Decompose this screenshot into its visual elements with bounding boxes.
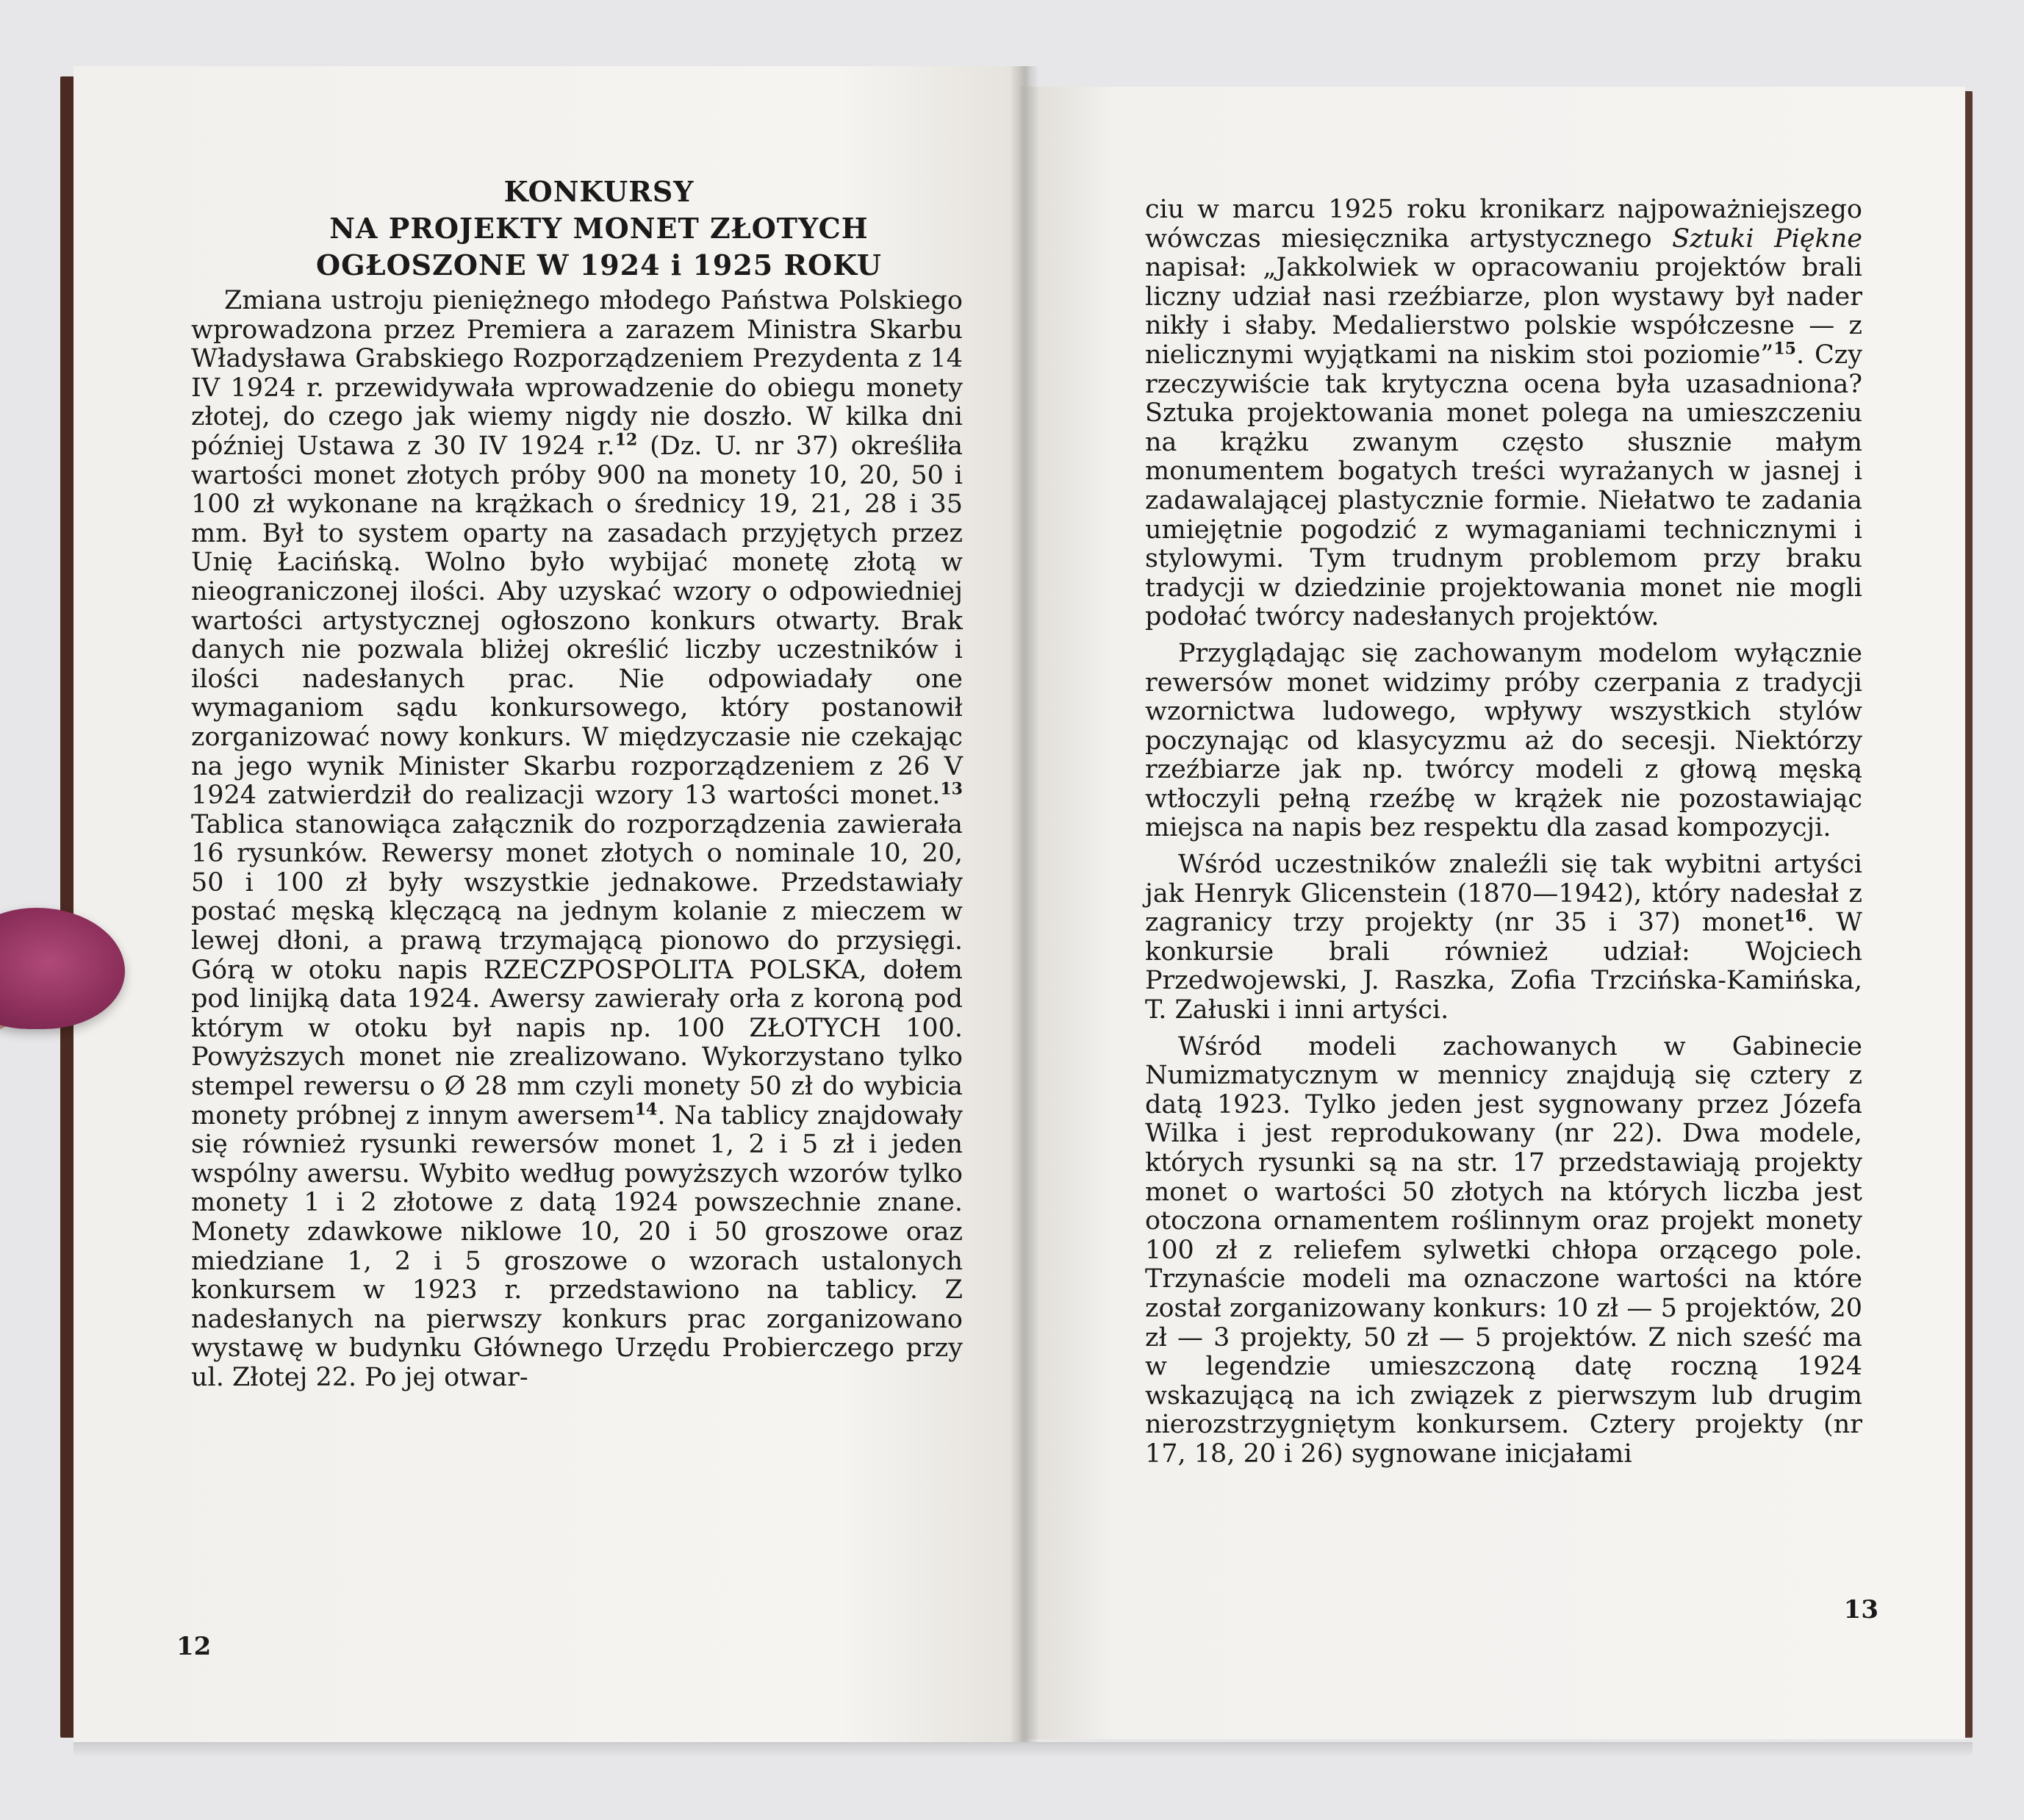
right-p3-part-a: Wśród uczestników znaleźli się tak wybitni artyści jak Henryk Glicenstein (1870—1942), który nadesłał z zagranicy trzy projekty (nr 35 i 37) monet	[1145, 850, 1862, 938]
right-p1-part-c: . Czy rzeczywiście tak krytyczna ocena była uzasadniona? Sztuka projektowania monet polega na umieszczeniu na krążku zwanym często słusznie małym monumentem bogatych treści wyrażanych w jasnej i zadawalającej plastycznie formie. Niełatwo te zadania umiejętnie pogodzić z wymaganiami technicznymi i stylowymi. Tym trudnym problemom przy braku tradycji w dziedzinie projektowania monet nie mogli podołać twórcy nadesłanych projektów.	[1145, 340, 1862, 632]
book-gutter	[1010, 66, 1039, 1742]
left-p1-part-b: (Dz. U. nr 37) określiła wartości monet złotych próby 900 na monety 10, 20, 50 i 100 zł wykonane na krążkach o średnicy 19, 21, 28 i 35 mm. Był to system oparty na zasadach przyjętych przez Unię Łacińską. Wolno było wybijać monetę złotą w nieograniczonej ilości. Aby uzyskać wzory o odpowiedniej wartości artystycznej ogłoszono konkurs otwarty. Brak danych nie pozwala bliżej określić liczby uczestników i ilości nadesłanych prac. Nie odpowiadały one wymaganiom sądu konkursowego, który postanowił zorganizować nowy konkurs. W międzyczasie nie czekając na jego wynik Minister Skarbu rozporządzeniem z 26 V 1924 zatwierdził do realizacji wzory 13 wartości monet.	[191, 431, 963, 811]
page-number-right: 13	[1843, 1595, 1878, 1624]
magazine-title: Sztuki Piękne	[1672, 223, 1862, 254]
right-p1-part-b: napisał: „Jakkolwiek w opracowaniu projektów brali liczny udział nasi rzeźbiarze, plon wystawy był nader nikły i słaby. Medalierstwo polskie współczesne — z nielicznymi wyjątkami na niskim stoi poziomie”	[1145, 253, 1862, 370]
chapter-title	[191, 176, 963, 281]
left-p1-part-d: . Na tablicy znajdowały się również rysunki rewersów monet 1, 2 i 5 zł i jeden wspólny awersu. Wybito według powyższych wzorów tylko monety 1 i 2 złotowe z datą 1924 powszechnie znane. Monety zdawkowe niklowe 10, 20 i 50 groszowe oraz miedziane 1, 2 i 5 groszowe o wzorach ustalonych konkursem w 1923 r. przedstawiono na tablicy. Z nadesłanych na pierwszy konkurs prac zorganizowano wystawę w budynku Głównego Urzędu Probierczego przy ul. Złotej 22. Po jej otwar-	[191, 1100, 963, 1392]
page-number-left: 12	[176, 1632, 212, 1661]
right-paragraph-4: Wśród modeli zachowanych w Gabinecie Numizmatycznym w mennicy znajdują się cztery z datą 1923. Tylko jeden jest sygnowany przez Józefa Wilka i jest reprodukowany (nr 22). Dwa modele, których rysunki są na str. 17 przedstawiają projekty monet o wartości 50 złotych na których liczba jest otoczona ornamentem roślinnym oraz projekt monety 100 zł z reliefem sylwetki chłopa orzącego pole. Trzynaście modeli ma oznaczone wartości na które został zorganizowany konkurs: 10 zł — 5 projektów, 20 zł — 3 projekty, 50 zł — 5 projektów. Z nich sześć ma w legendzie umieszczoną datę roczną 1924 wskazującą na ich związek z pierwszym lub drugim nierozstrzygniętym konkursem. Cztery projekty (nr 17, 18, 20 i 26) sygnowane inicjałami	[1145, 1031, 1862, 1469]
right-p3-part-b: . W konkursie brali również udział: Wojciech Przedwojewski, J. Raszka, Zofia Trzcińska-Kamińska, T. Załuski i inni artyści.	[1145, 908, 1862, 1025]
right-p1-part-a: ciu w marcu 1925 roku kronikarz najpoważniejszego wówczas miesięcznika artystycznego	[1145, 195, 1862, 254]
title-line-1: KONKURSY	[503, 175, 695, 208]
footnote-ref-12: 12	[614, 430, 638, 450]
title-line-2: NA PROJEKTY MONET ZŁOTYCH	[329, 212, 869, 245]
footnote-ref-13: 13	[940, 779, 963, 799]
footnote-ref-14: 14	[634, 1099, 658, 1119]
right-paragraph-1	[1145, 196, 1862, 632]
title-line-3: OGŁOSZONE W 1924 i 1925 ROKU	[316, 248, 882, 282]
left-p1-part-a: Zmiana ustroju pieniężnego młodego Państwa Polskiego wprowadzona przez Premiera a zarazem Ministra Skarbu Władysława Grabskiego Rozporządzeniem Prezydenta z 14 IV 1924 r. przewidywała wprowadzenie do obiegu monety złotej, do czego jak wiemy nigdy nie doszło. W kilka dni później Ustawa z 30 IV 1924 r.	[191, 286, 963, 461]
footnote-ref-15: 15	[1773, 339, 1796, 359]
right-paragraph-3	[1145, 850, 1862, 1025]
left-p1-part-c: Tablica stanowiąca załącznik do rozporządzenia zawierała 16 rysunków. Rewersy monet złotych o nominale 10, 20, 50 i 100 zł były wszystkie jednakowe. Przedstawiały postać męską klęczącą na jednym kolanie z mieczem w lewej dłoni, a prawą trzymającą pionowo do przysięgi. Górą w otoku napis RZECZPOSPOLITA POLSKA, dołem pod linijką data 1924. Awersy zawierały orła z koroną pod którym w otoku był napis np. 100 ZŁOTYCH 100. Powyższych monet nie zrealizowano. Wykorzystano tylko stempel rewersu o Ø 28 mm czyli monety 50 zł do wybicia monety próbnej z innym awersem	[191, 809, 963, 1131]
left-paragraph-1	[191, 287, 963, 1393]
right-page	[1020, 87, 1965, 1739]
left-page	[73, 66, 1029, 1742]
right-paragraph-2: Przyglądając się zachowanym modelom wyłącznie rewersów monet widzimy próby czerpania z tradycji wzornictwa ludowego, wpływy wszystkich stylów poczynając od klasycyzmu aż do secesji. Niektórzy rzeźbiarze jak np. twórcy modeli z głową męską wtłoczyli pełną rzeźbę w krążek nie pozostawiając miejsca na napis bez respektu dla zasad kompozycji.	[1145, 638, 1862, 843]
booklet-shadow	[73, 1742, 1973, 1757]
footnote-ref-16: 16	[1784, 906, 1806, 926]
